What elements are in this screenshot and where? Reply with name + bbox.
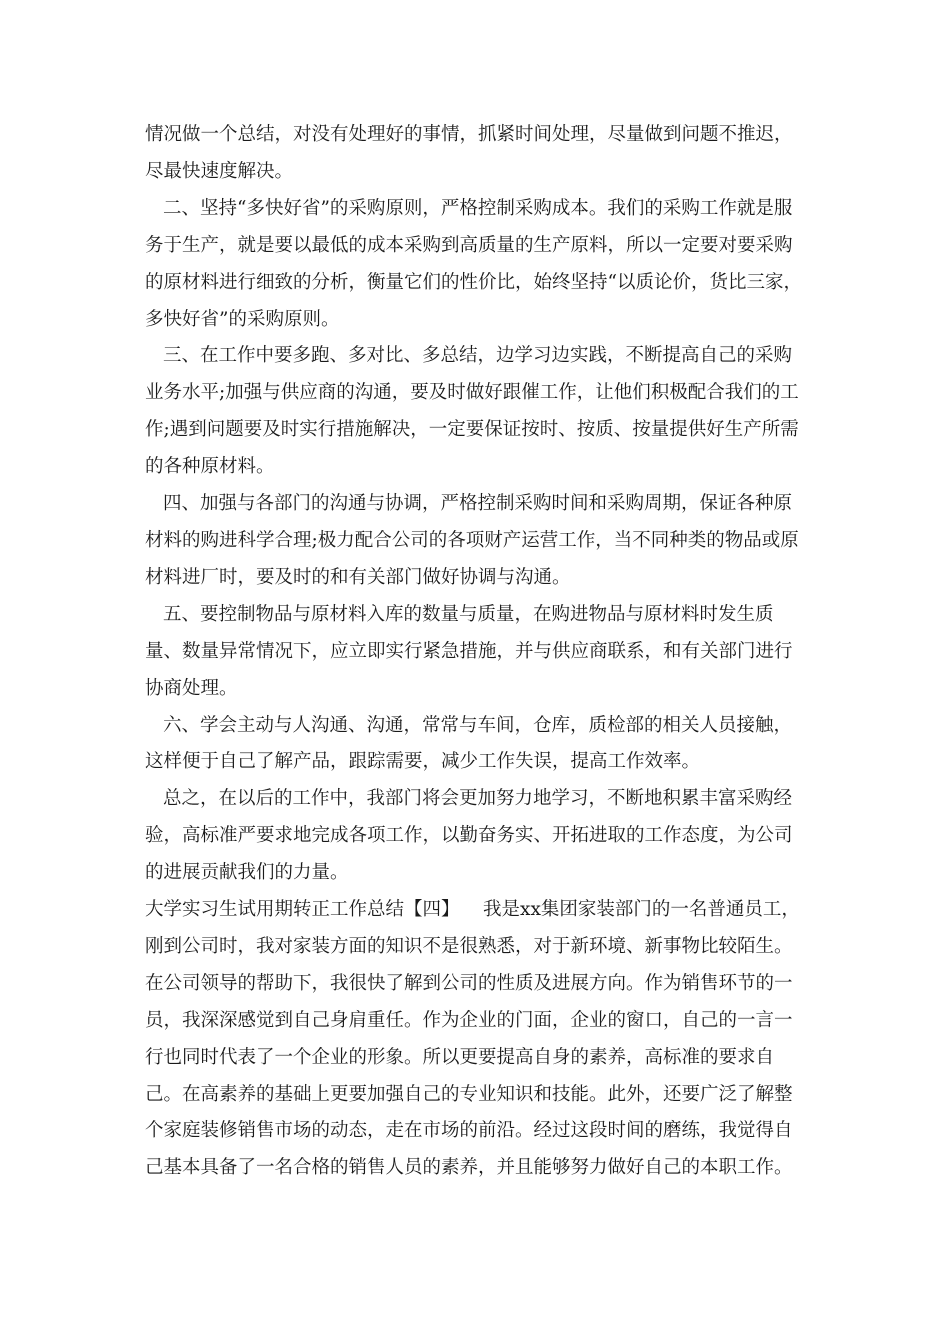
paragraph-item-4: 四、加强与各部门的沟通与协调，严格控制采购时间和采购周期，保证各种原材料的购进科学合理;极力配合公司的各项财产运营工作，当不同种类的物品或原材料进厂时，要及时的和有关部门做好协调与沟通。 <box>145 493 799 588</box>
paragraph-item-6: 六、学会主动与人沟通、沟通，常常与车间，仓库，质检部的相关人员接触，这样便于自己了解产品，跟踪需要，减少工作失误，提高工作效率。 <box>145 714 793 773</box>
paragraph-item-3: 三、在工作中要多跑、多对比、多总结，边学习边实践，不断提高自己的采购业务水平;加强与供应商的沟通，要及时做好跟催工作，让他们积极配合我们的工作;遇到问题要及时实行措施解决，一定要保证按时、按质、按量提供好生产所需的各种原材料。 <box>145 345 799 478</box>
section-four-paragraph: 大学实习生试用期转正工作总结【四】 我是xx集团家装部门的一名普通员工，刚到公司时，我对家装方面的知识不是很熟悉，对于新环境、新事物比较陌生。在公司领导的帮助下，我很快了解到公司的性质及进展方向。作为销售环节的一员，我深深感觉到自己身肩重任。作为企业的门面，企业的窗口，自己的一言一行也同时代表了一个企业的形象。所以更要提高自身的素养，高标准的要求自己。在高素养的基础上更要加强自己的专业知识和技能。此外，还要广泛了解整个家庭装修销售市场的动态，走在市场的前沿。经过这段时间的磨练，我觉得自己基本具备了一名合格的销售人员的素养，并且能够努力做好自己的本职工作。 <box>145 899 800 1179</box>
paragraph-continuation: 情况做一个总结，对没有处理好的事情，抓紧时间处理，尽量做到问题不推迟，尽最快速度解决。 <box>145 124 793 182</box>
paragraph-item-2: 二、坚持“多快好省”的采购原则，严格控制采购成本。我们的采购工作就是服务于生产，就是要以最低的成本采购到高质量的生产原料，所以一定要对要采购的原材料进行细致的分析，衡量它们的性价比，始终坚持“以质论价，货比三家，多快好省”的采购原则。 <box>145 197 802 330</box>
paragraph-conclusion: 总之，在以后的工作中，我部门将会更加努力地学习，不断地积累丰富采购经验，高标准严要求地完成各项工作，以勤奋务实、开拓进取的工作态度，为公司的进展贡献我们的力量。 <box>145 788 793 884</box>
document-body <box>145 117 810 1187</box>
paragraph-item-5: 五、要控制物品与原材料入库的数量与质量，在购进物品与原材料时发生质量、数量异常情况下，应立即实行紧急措施，并与供应商联系，和有关部门进行协商处理。 <box>145 603 793 699</box>
